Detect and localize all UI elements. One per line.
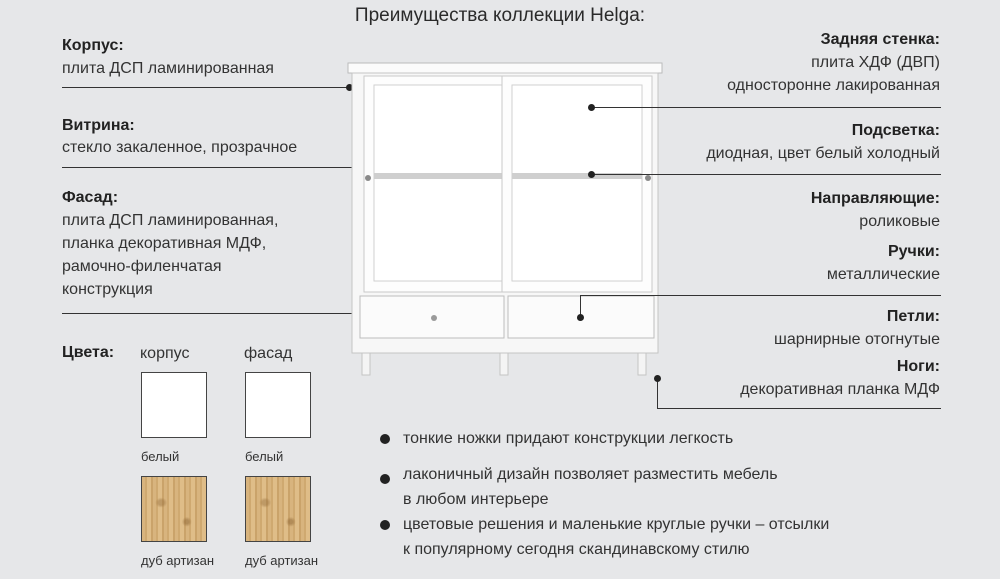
swatch-fasad-oak[interactable] bbox=[245, 476, 311, 542]
bullet-text-3b: к популярному сегодня скандинавскому стилю bbox=[403, 541, 750, 558]
swatch-korpus-oak-label: дуб артизан bbox=[141, 553, 215, 568]
guides-text: роликовые bbox=[859, 213, 940, 230]
swatch-korpus-oak[interactable] bbox=[141, 476, 207, 542]
light-leader-dot bbox=[588, 171, 595, 178]
vitrina-heading: Витрина: bbox=[62, 117, 135, 134]
handles-leader-dot bbox=[577, 314, 584, 321]
colors-col-fasad: фасад bbox=[244, 345, 293, 362]
colors-heading: Цвета: bbox=[62, 344, 115, 361]
legs-text: декоративная планка МДФ bbox=[740, 381, 940, 398]
legs-heading: Ноги: bbox=[896, 358, 940, 375]
bullet-text-2b: в любом интерьере bbox=[403, 491, 549, 508]
back-leader-line bbox=[592, 107, 941, 108]
bullet-text-3a: цветовые решения и маленькие круглые ручки – отсылки bbox=[403, 516, 830, 533]
legs-leader-dot bbox=[654, 375, 661, 382]
cabinet-illustration bbox=[340, 58, 670, 378]
fasad-text-2: планка декоративная МДФ, bbox=[62, 235, 267, 252]
handles-leader-line bbox=[580, 295, 941, 296]
back-text-2: односторонне лакированная bbox=[727, 77, 940, 94]
fasad-text-4: конструкция bbox=[62, 281, 153, 298]
light-text: диодная, цвет белый холодный bbox=[706, 145, 940, 162]
korpus-text: плита ДСП ламинированная bbox=[62, 60, 274, 77]
bullet-text-2a: лаконичный дизайн позволяет разместить мебель bbox=[403, 466, 778, 483]
bullet-text-1: тонкие ножки придают конструкции легкость bbox=[403, 430, 734, 447]
fasad-leader-line bbox=[62, 313, 386, 314]
legs-leader-vline bbox=[657, 378, 658, 408]
guides-heading: Направляющие: bbox=[810, 190, 940, 207]
page-title: Преимущества коллекции Helga: bbox=[354, 5, 646, 26]
swatch-fasad-white[interactable] bbox=[245, 372, 311, 438]
legs-leader-line bbox=[657, 408, 941, 409]
fasad-text-1: плита ДСП ламинированная, bbox=[62, 212, 279, 229]
colors-col-korpus: корпус bbox=[140, 345, 190, 362]
handles-heading: Ручки: bbox=[887, 243, 940, 260]
back-heading: Задняя стенка: bbox=[820, 31, 940, 48]
handles-text: металлические bbox=[826, 266, 940, 283]
swatch-fasad-white-label: белый bbox=[245, 449, 284, 464]
back-text-1: плита ХДФ (ДВП) bbox=[811, 54, 940, 71]
hinges-heading: Петли: bbox=[886, 308, 940, 325]
swatch-korpus-white[interactable] bbox=[141, 372, 207, 438]
fasad-text-3: рамочно-филенчатая bbox=[62, 258, 222, 275]
hinges-text: шарнирные отогнутые bbox=[774, 331, 940, 348]
korpus-heading: Корпус: bbox=[62, 37, 124, 54]
back-leader-dot bbox=[588, 104, 595, 111]
korpus-leader-line bbox=[62, 87, 350, 88]
bullet-dot-1 bbox=[380, 434, 390, 444]
vitrina-text: стекло закаленное, прозрачное bbox=[62, 139, 298, 156]
light-leader-line bbox=[592, 174, 941, 175]
swatch-fasad-oak-label: дуб артизан bbox=[245, 553, 319, 568]
fasad-heading: Фасад: bbox=[62, 189, 119, 206]
swatch-korpus-white-label: белый bbox=[141, 449, 180, 464]
light-heading: Подсветка: bbox=[851, 122, 940, 139]
bullet-dot-3 bbox=[380, 520, 390, 530]
bullet-dot-2 bbox=[380, 474, 390, 484]
